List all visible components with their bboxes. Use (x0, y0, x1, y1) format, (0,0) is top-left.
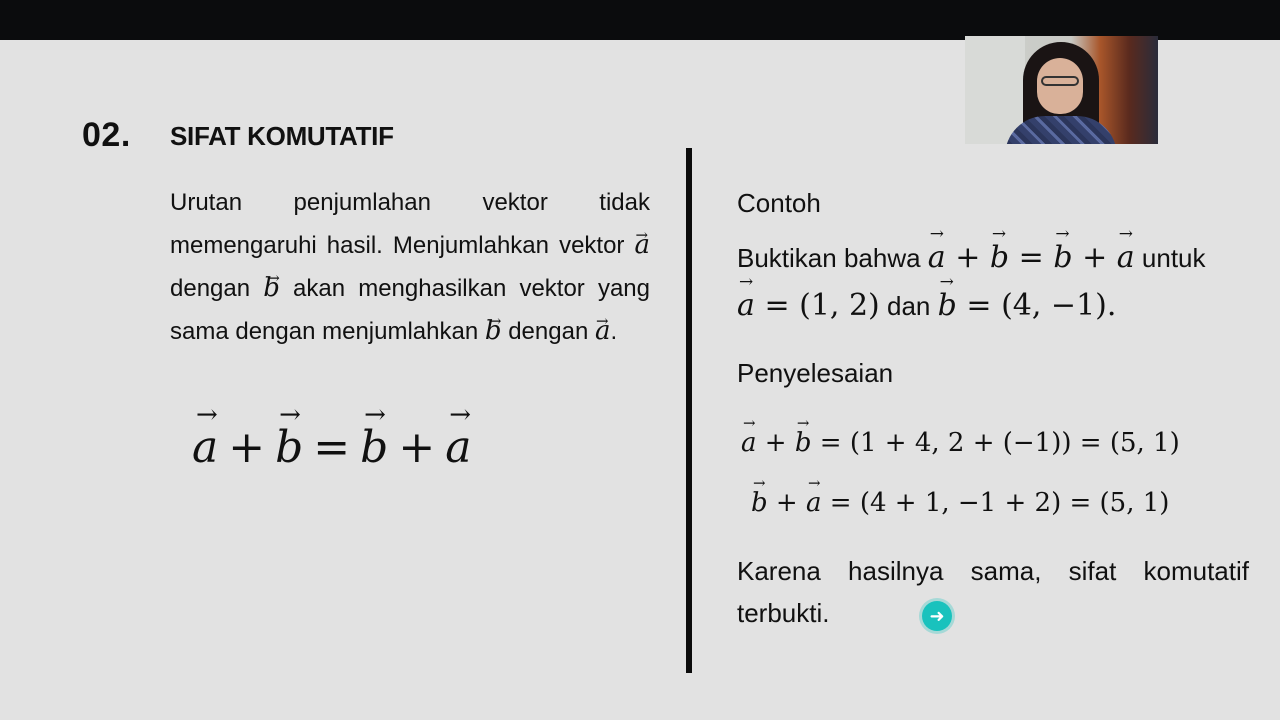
section-title: SIFAT KOMUTATIF (170, 121, 394, 151)
formula-a-2: → a (445, 422, 471, 473)
eq2-b: → b (751, 488, 768, 518)
commutative-formula (192, 422, 471, 473)
para-line-1: Urutan penjumlahan vektor tidak memengaruhi hasil. Menjumlahkan (170, 189, 650, 259)
formula-b: → b (275, 422, 303, 473)
para-dengan: dengan (170, 275, 251, 302)
section-number: 02. (82, 116, 131, 154)
para-vektor: vektor (559, 232, 625, 259)
prove-prefix: Buktikan bahwa (737, 243, 921, 273)
given-a (737, 288, 880, 323)
vector-b-symbol: → b (263, 273, 280, 303)
eq2-rhs: = (4 + 1, −1 + 2) = (5, 1) (829, 488, 1170, 518)
para-period: . (610, 318, 618, 345)
para-dengan-2: dengan (508, 318, 589, 345)
para-line-2: akan menghasilkan vektor yang sama dengan menjumlahkan (170, 275, 650, 345)
prove-b-2: → b (1053, 240, 1072, 275)
vector-a-symbol: → a (635, 230, 651, 260)
formula-plus: + (228, 422, 266, 473)
given-dan: dan (887, 291, 931, 321)
prove-b: → b (990, 240, 1009, 275)
formula-a: → a (192, 422, 218, 473)
example-label: Contoh (737, 188, 821, 218)
prove-a: → a (928, 240, 946, 275)
given-b-value: = (4, −1). (966, 288, 1117, 323)
eq1-a: → a (741, 428, 757, 458)
given-values (737, 288, 1116, 323)
given-a-symbol: → a (737, 288, 755, 323)
formula-plus-2: + (398, 422, 436, 473)
solution-equation-1: → a + → b = (1 + 4, 2 + (−1)) = (5, 1) (741, 428, 1180, 458)
formula-equals: = (313, 422, 351, 473)
eq2-a: → a (806, 488, 822, 518)
presenter-face (1037, 58, 1083, 114)
prove-suffix: untuk (1141, 243, 1206, 273)
vector-b-symbol-2: → b (485, 316, 502, 346)
given-b (938, 288, 1117, 323)
prove-equation: → a + → b = → b + → a (928, 240, 1135, 275)
prove-a-2: → a (1117, 240, 1135, 275)
arrow-right-icon[interactable]: ➜ (922, 601, 952, 631)
solution-equation-2: → b + → a = (4 + 1, −1 + 2) = (5, 1) (751, 488, 1169, 518)
given-a-value: = (1, 2) (764, 288, 880, 323)
eq1-b: → b (795, 428, 812, 458)
presenter-glasses (1041, 76, 1079, 86)
explanation-paragraph (170, 182, 650, 353)
vector-a-symbol-2: → a (595, 316, 611, 346)
prove-statement (737, 240, 1206, 275)
eq1-rhs: = (1 + 4, 2 + (−1)) = (5, 1) (819, 428, 1180, 458)
solution-label: Penyelesaian (737, 358, 894, 388)
vertical-divider (686, 148, 692, 673)
conclusion-text: Karena hasilnya sama, sifat komutatif terbukti. (737, 556, 1249, 628)
formula-b-2: → b (360, 422, 388, 473)
given-b-symbol: → b (938, 288, 957, 323)
presenter-webcam (965, 36, 1158, 144)
top-bar (0, 0, 1280, 40)
